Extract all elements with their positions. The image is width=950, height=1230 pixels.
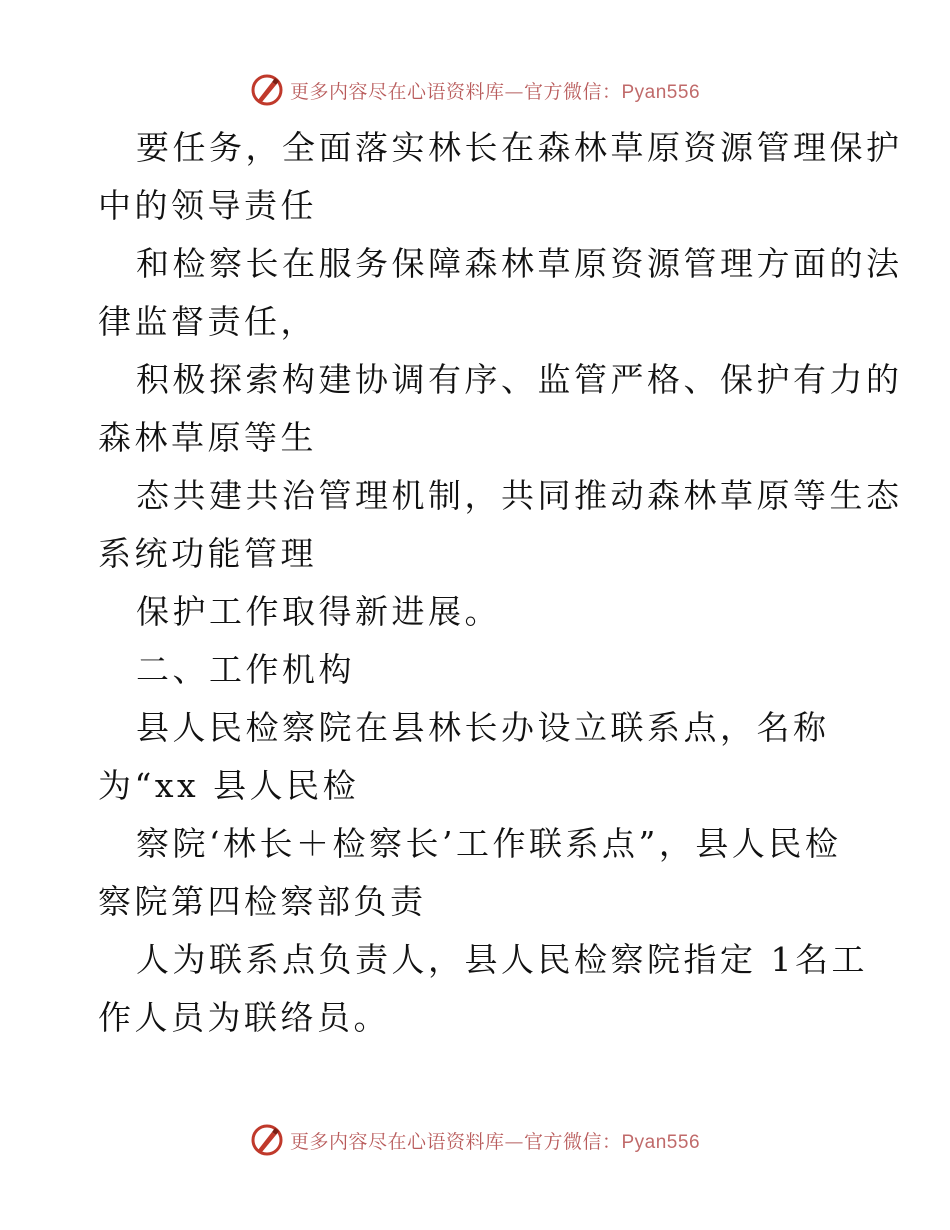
body-line: 律监督责任， (98, 302, 317, 341)
body-line: 作人员为联络员。 (98, 998, 390, 1037)
body-line: 态共建共治管理机制，共同推动森林草原等生态 (136, 476, 903, 515)
footer-watermark (0, 1120, 950, 1160)
body-line: 二、工作机构 (136, 650, 355, 689)
body-line: 县人民检察院在县林长办设立联系点，名称 (136, 708, 830, 747)
body-line: 系统功能管理 (98, 534, 317, 573)
watermark-text (290, 1127, 700, 1154)
watermark-official: 官方微信： (523, 80, 622, 103)
body-line: 察院第四检察部负责 (98, 882, 427, 921)
watermark-main: 更多内容尽在心语资料库 (289, 1130, 505, 1153)
watermark-separator: — (504, 80, 524, 103)
body-line: 人为联系点负责人，县人民检察院指定 1名工 (136, 940, 868, 979)
body-line: 为“xx 县人民检 (98, 766, 360, 805)
watermark-separator: — (504, 1130, 524, 1153)
watermark-text (290, 77, 700, 104)
watermark-id: Pyan556 (621, 1131, 701, 1153)
body-line: 积极探索构建协调有序、监管严格、保护有力的 (136, 360, 903, 399)
header-watermark (0, 70, 950, 110)
pen-logo-icon (250, 1123, 284, 1157)
body-line: 和检察长在服务保障森林草原资源管理方面的法 (136, 244, 903, 283)
document-body (98, 119, 903, 1047)
watermark-official: 官方微信： (523, 1130, 622, 1153)
pen-logo-icon (250, 73, 284, 107)
body-line: 森林草原等生 (98, 418, 317, 457)
watermark-main: 更多内容尽在心语资料库 (289, 80, 505, 103)
body-line: 中的领导责任 (98, 186, 317, 225)
watermark-id: Pyan556 (621, 81, 701, 103)
body-line: 察院‘林长＋检察长’工作联系点”，县人民检 (136, 824, 842, 863)
body-line: 要任务，全面落实林长在森林草原资源管理保护 (136, 128, 903, 167)
body-line: 保护工作取得新进展。 (136, 592, 501, 631)
